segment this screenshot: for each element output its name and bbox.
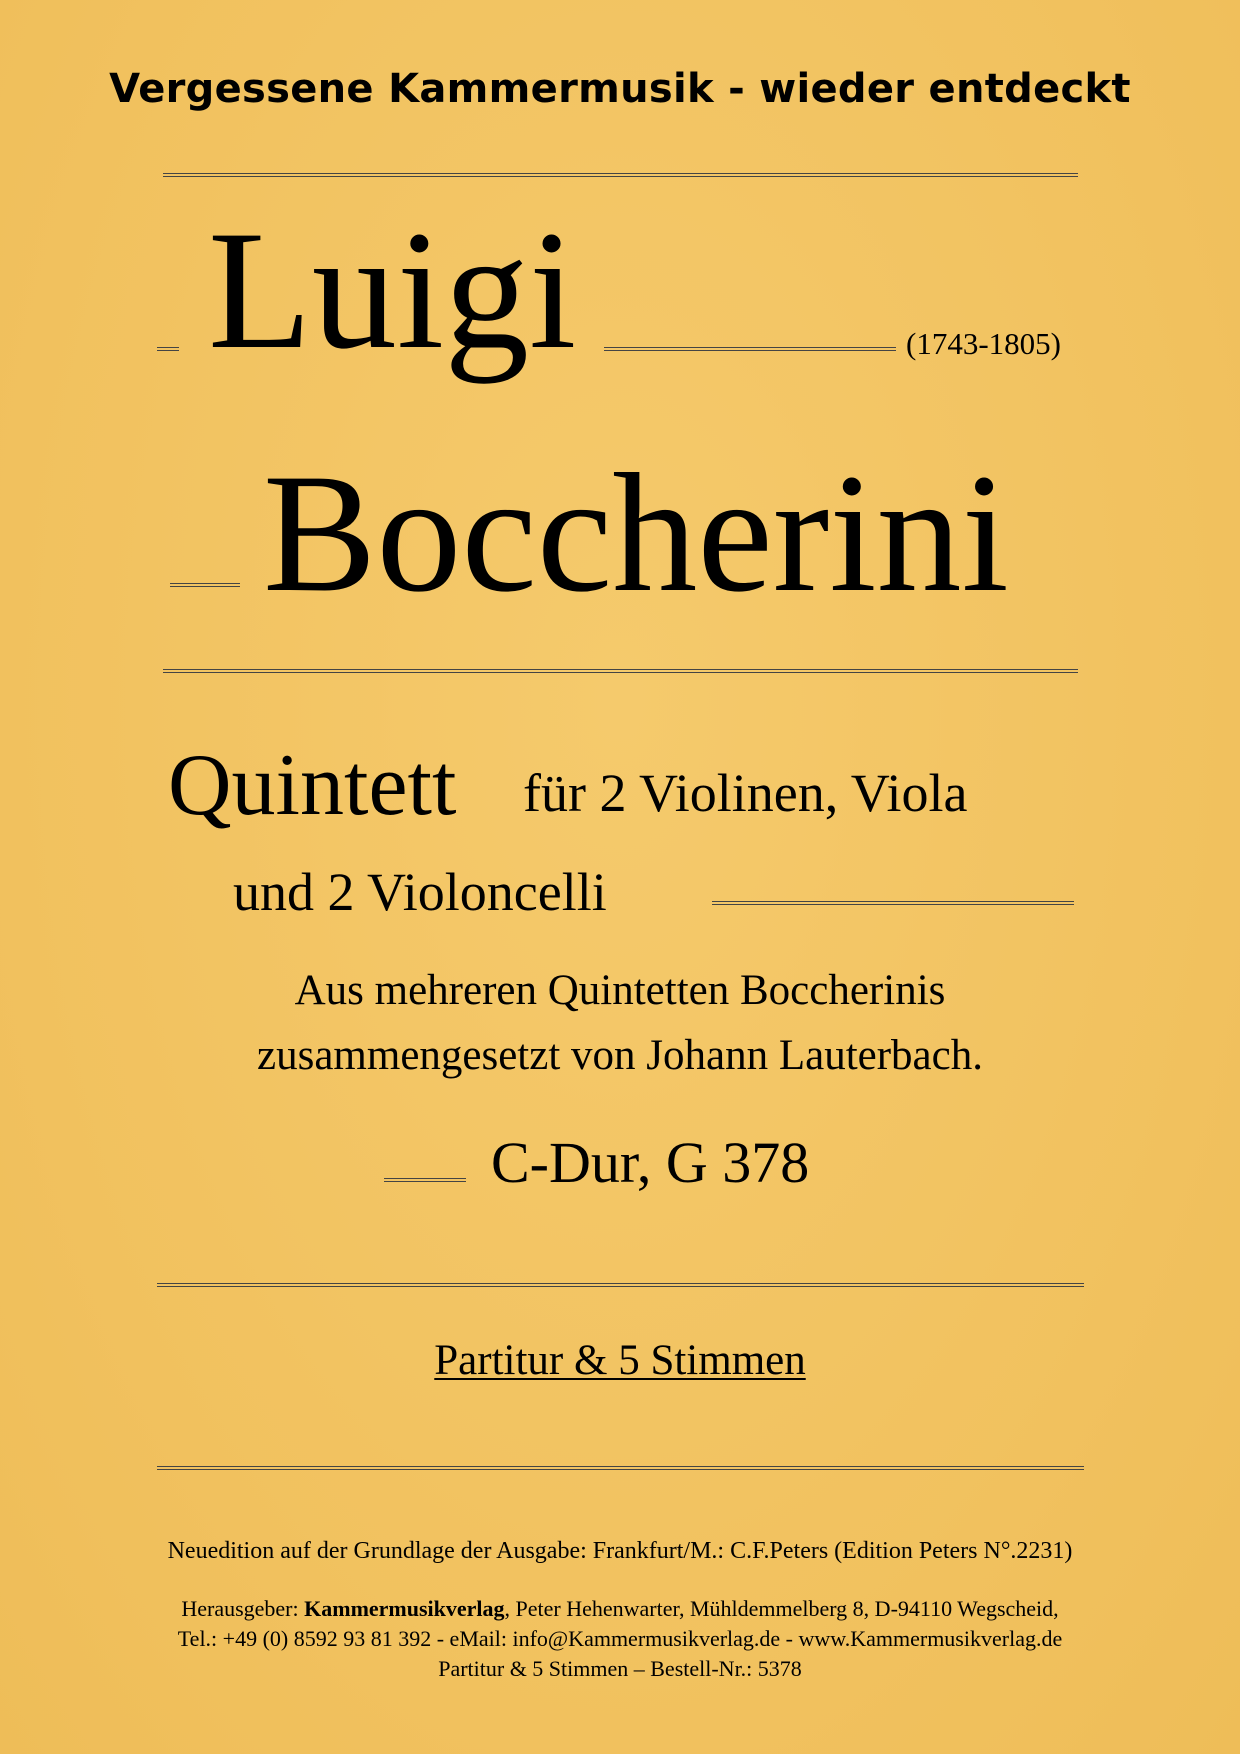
divider-line [712,901,1074,905]
divider [157,1466,1084,1470]
edition-note: Neuedition auf der Grundlage der Ausgabe: Frankfurt/M.: C.F.Peters (Edition Peters N°.2231) [167,1538,1073,1564]
imprint-order: Partitur & 5 Stimmen – Bestell-Nr.: 5378 [438,1656,802,1681]
work-note-line1: Aus mehreren Quintetten Boccherinis [294,967,946,1014]
work-note-line2: zusammengesetzt von Johann Lauterbach. [257,1032,983,1079]
divider [163,669,1078,673]
divider [157,1283,1084,1287]
format-text: Partitur & 5 Stimmen [434,1337,806,1384]
divider-short [384,1178,466,1182]
divider [163,173,1078,177]
imprint-contact: Tel.: +49 (0) 8592 93 81 392 - eMail: info@Kammermusikverlag.de - www.Kammermusikverlag.de [177,1626,1063,1651]
composer-last-name: Boccherini [263,439,1009,627]
divider-line [604,347,896,351]
series-title: Vergessene Kammermusik - wieder entdeckt [109,66,1131,112]
publisher-name: Kammermusikverlag [304,1596,505,1621]
composer-dates: (1743-1805) [906,326,1061,361]
composer-first-name: Luigi [208,196,577,384]
imprint-publisher [0,1594,1240,1624]
divider-short [170,583,240,587]
divider-short [157,347,179,351]
work-key-catalog: C-Dur, G 378 [491,1130,810,1195]
work-title-instruments: für 2 Violinen, Viola [523,763,968,823]
format-label [0,1336,1240,1386]
publisher-address: , Peter Hehenwarter, Mühldemmelberg 8, D-94110 Wegscheid, [504,1596,1059,1621]
work-title-line2: und 2 Violoncelli [233,862,607,922]
work-title-main: Quintett [168,737,457,834]
publisher-prefix: Herausgeber: [181,1596,305,1621]
